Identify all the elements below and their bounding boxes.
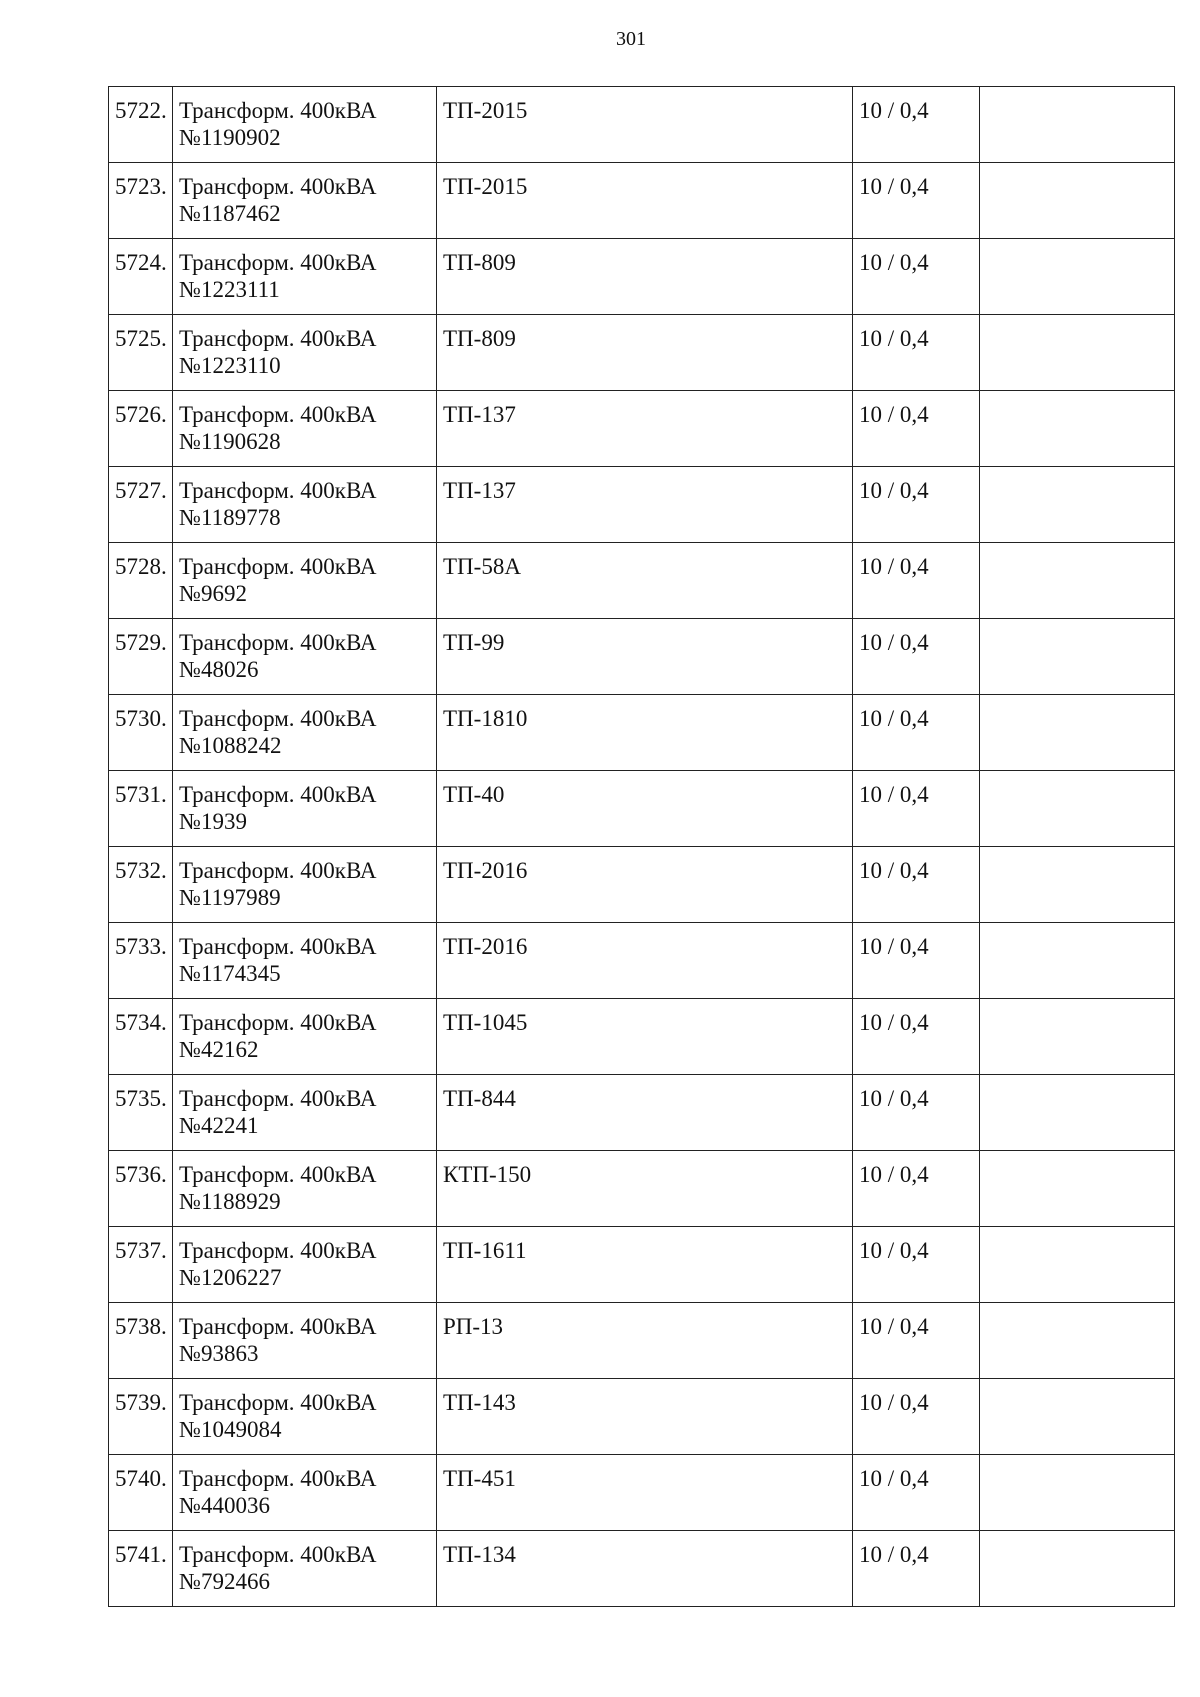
row-number-cell: 5726. (109, 391, 173, 467)
row-number-cell: 5736. (109, 1151, 173, 1227)
empty-cell (980, 1455, 1175, 1531)
equipment-name-cell (173, 1151, 437, 1227)
location-cell: ТП-2015 (437, 87, 853, 163)
table-row (109, 391, 1175, 467)
row-number-cell: 5731. (109, 771, 173, 847)
table-row (109, 695, 1175, 771)
empty-cell (980, 163, 1175, 239)
location-cell: ТП-134 (437, 1531, 853, 1607)
empty-cell (980, 543, 1175, 619)
serial-number: №93863 (179, 1341, 259, 1366)
empty-cell (980, 1227, 1175, 1303)
serial-number: №1223110 (179, 353, 281, 378)
serial-number: №1206227 (179, 1265, 282, 1290)
equipment-name: Трансформ. 400кВА (179, 1010, 377, 1035)
voltage-cell: 10 / 0,4 (853, 1531, 980, 1607)
voltage-cell: 10 / 0,4 (853, 1455, 980, 1531)
serial-number: №1049084 (179, 1417, 282, 1442)
empty-cell (980, 619, 1175, 695)
empty-cell (980, 1151, 1175, 1227)
equipment-name-cell (173, 239, 437, 315)
row-number-cell: 5739. (109, 1379, 173, 1455)
voltage-cell: 10 / 0,4 (853, 239, 980, 315)
serial-number: №1197989 (179, 885, 281, 910)
equipment-name-cell (173, 619, 437, 695)
location-cell: ТП-844 (437, 1075, 853, 1151)
location-cell: ТП-2016 (437, 923, 853, 999)
empty-cell (980, 239, 1175, 315)
table-row (109, 1379, 1175, 1455)
equipment-name-cell (173, 1531, 437, 1607)
serial-number: №1189778 (179, 505, 281, 530)
location-cell: ТП-451 (437, 1455, 853, 1531)
empty-cell (980, 467, 1175, 543)
voltage-cell: 10 / 0,4 (853, 1379, 980, 1455)
equipment-name-cell (173, 315, 437, 391)
serial-number: №1188929 (179, 1189, 281, 1214)
voltage-cell: 10 / 0,4 (853, 619, 980, 695)
table-row (109, 999, 1175, 1075)
voltage-cell: 10 / 0,4 (853, 923, 980, 999)
equipment-name: Трансформ. 400кВА (179, 782, 377, 807)
empty-cell (980, 847, 1175, 923)
row-number-cell: 5737. (109, 1227, 173, 1303)
serial-number: №440036 (179, 1493, 270, 1518)
table-row (109, 1227, 1175, 1303)
voltage-cell: 10 / 0,4 (853, 1151, 980, 1227)
empty-cell (980, 391, 1175, 467)
serial-number: №792466 (179, 1569, 270, 1594)
equipment-name: Трансформ. 400кВА (179, 706, 377, 731)
equipment-name: Трансформ. 400кВА (179, 1086, 377, 1111)
equipment-name-cell (173, 847, 437, 923)
serial-number: №1088242 (179, 733, 282, 758)
table-row (109, 1455, 1175, 1531)
location-cell: ТП-143 (437, 1379, 853, 1455)
equipment-name: Трансформ. 400кВА (179, 1542, 377, 1567)
equipment-name: Трансформ. 400кВА (179, 1314, 377, 1339)
row-number-cell: 5741. (109, 1531, 173, 1607)
equipment-name-cell (173, 391, 437, 467)
serial-number: №1223111 (179, 277, 280, 302)
table-row (109, 923, 1175, 999)
row-number-cell: 5740. (109, 1455, 173, 1531)
equipment-name-cell (173, 1075, 437, 1151)
voltage-cell: 10 / 0,4 (853, 771, 980, 847)
page-number: 301 (616, 28, 646, 50)
empty-cell (980, 923, 1175, 999)
location-cell: ТП-99 (437, 619, 853, 695)
voltage-cell: 10 / 0,4 (853, 163, 980, 239)
location-cell: ТП-58А (437, 543, 853, 619)
serial-number: №1190628 (179, 429, 281, 454)
voltage-cell: 10 / 0,4 (853, 695, 980, 771)
voltage-cell: 10 / 0,4 (853, 467, 980, 543)
row-number-cell: 5733. (109, 923, 173, 999)
voltage-cell: 10 / 0,4 (853, 391, 980, 467)
equipment-name: Трансформ. 400кВА (179, 174, 377, 199)
empty-cell (980, 771, 1175, 847)
equipment-name-cell (173, 923, 437, 999)
location-cell: ТП-1810 (437, 695, 853, 771)
empty-cell (980, 87, 1175, 163)
location-cell: ТП-809 (437, 239, 853, 315)
table-row (109, 543, 1175, 619)
voltage-cell: 10 / 0,4 (853, 315, 980, 391)
equipment-name: Трансформ. 400кВА (179, 402, 377, 427)
table-row (109, 163, 1175, 239)
equipment-name-cell (173, 771, 437, 847)
empty-cell (980, 1075, 1175, 1151)
equipment-name-cell (173, 87, 437, 163)
equipment-name: Трансформ. 400кВА (179, 478, 377, 503)
row-number-cell: 5735. (109, 1075, 173, 1151)
row-number-cell: 5738. (109, 1303, 173, 1379)
equipment-name: Трансформ. 400кВА (179, 326, 377, 351)
equipment-name-cell (173, 1227, 437, 1303)
table-row (109, 847, 1175, 923)
empty-cell (980, 1303, 1175, 1379)
empty-cell (980, 1531, 1175, 1607)
equipment-name: Трансформ. 400кВА (179, 1390, 377, 1415)
equipment-name: Трансформ. 400кВА (179, 1162, 377, 1187)
equipment-name: Трансформ. 400кВА (179, 1238, 377, 1263)
row-number-cell: 5723. (109, 163, 173, 239)
voltage-cell: 10 / 0,4 (853, 1075, 980, 1151)
equipment-name: Трансформ. 400кВА (179, 630, 377, 655)
serial-number: №42162 (179, 1037, 259, 1062)
serial-number: №42241 (179, 1113, 259, 1138)
row-number-cell: 5729. (109, 619, 173, 695)
serial-number: №9692 (179, 581, 247, 606)
empty-cell (980, 315, 1175, 391)
empty-cell (980, 695, 1175, 771)
serial-number: №1939 (179, 809, 247, 834)
equipment-name: Трансформ. 400кВА (179, 1466, 377, 1491)
equipment-name: Трансформ. 400кВА (179, 934, 377, 959)
voltage-cell: 10 / 0,4 (853, 999, 980, 1075)
location-cell: ТП-2015 (437, 163, 853, 239)
row-number-cell: 5730. (109, 695, 173, 771)
serial-number: №1190902 (179, 125, 281, 150)
table-row (109, 315, 1175, 391)
location-cell: ТП-137 (437, 391, 853, 467)
voltage-cell: 10 / 0,4 (853, 847, 980, 923)
location-cell: ТП-809 (437, 315, 853, 391)
table-row (109, 1531, 1175, 1607)
equipment-name: Трансформ. 400кВА (179, 98, 377, 123)
row-number-cell: 5728. (109, 543, 173, 619)
equipment-name: Трансформ. 400кВА (179, 554, 377, 579)
empty-cell (980, 1379, 1175, 1455)
equipment-name-cell (173, 543, 437, 619)
row-number-cell: 5734. (109, 999, 173, 1075)
serial-number: №1187462 (179, 201, 281, 226)
voltage-cell: 10 / 0,4 (853, 1303, 980, 1379)
equipment-name-cell (173, 1303, 437, 1379)
location-cell: РП-13 (437, 1303, 853, 1379)
table-row (109, 1151, 1175, 1227)
voltage-cell: 10 / 0,4 (853, 1227, 980, 1303)
row-number-cell: 5725. (109, 315, 173, 391)
equipment-name-cell (173, 1379, 437, 1455)
table-row (109, 1075, 1175, 1151)
equipment-table (108, 86, 1175, 1607)
equipment-name-cell (173, 1455, 437, 1531)
row-number-cell: 5732. (109, 847, 173, 923)
location-cell: ТП-137 (437, 467, 853, 543)
equipment-name-cell (173, 695, 437, 771)
equipment-name-cell (173, 467, 437, 543)
location-cell: ТП-1611 (437, 1227, 853, 1303)
row-number-cell: 5727. (109, 467, 173, 543)
row-number-cell: 5724. (109, 239, 173, 315)
location-cell: ТП-2016 (437, 847, 853, 923)
location-cell: ТП-40 (437, 771, 853, 847)
row-number-cell: 5722. (109, 87, 173, 163)
equipment-name-cell (173, 999, 437, 1075)
serial-number: №48026 (179, 657, 259, 682)
equipment-name-cell (173, 163, 437, 239)
location-cell: КТП-150 (437, 1151, 853, 1227)
voltage-cell: 10 / 0,4 (853, 87, 980, 163)
empty-cell (980, 999, 1175, 1075)
voltage-cell: 10 / 0,4 (853, 543, 980, 619)
equipment-name: Трансформ. 400кВА (179, 858, 377, 883)
table-row (109, 1303, 1175, 1379)
table-row (109, 87, 1175, 163)
table-row (109, 619, 1175, 695)
table-row (109, 239, 1175, 315)
table-row (109, 467, 1175, 543)
location-cell: ТП-1045 (437, 999, 853, 1075)
equipment-name: Трансформ. 400кВА (179, 250, 377, 275)
table-body (109, 87, 1175, 1607)
serial-number: №1174345 (179, 961, 281, 986)
table-row (109, 771, 1175, 847)
